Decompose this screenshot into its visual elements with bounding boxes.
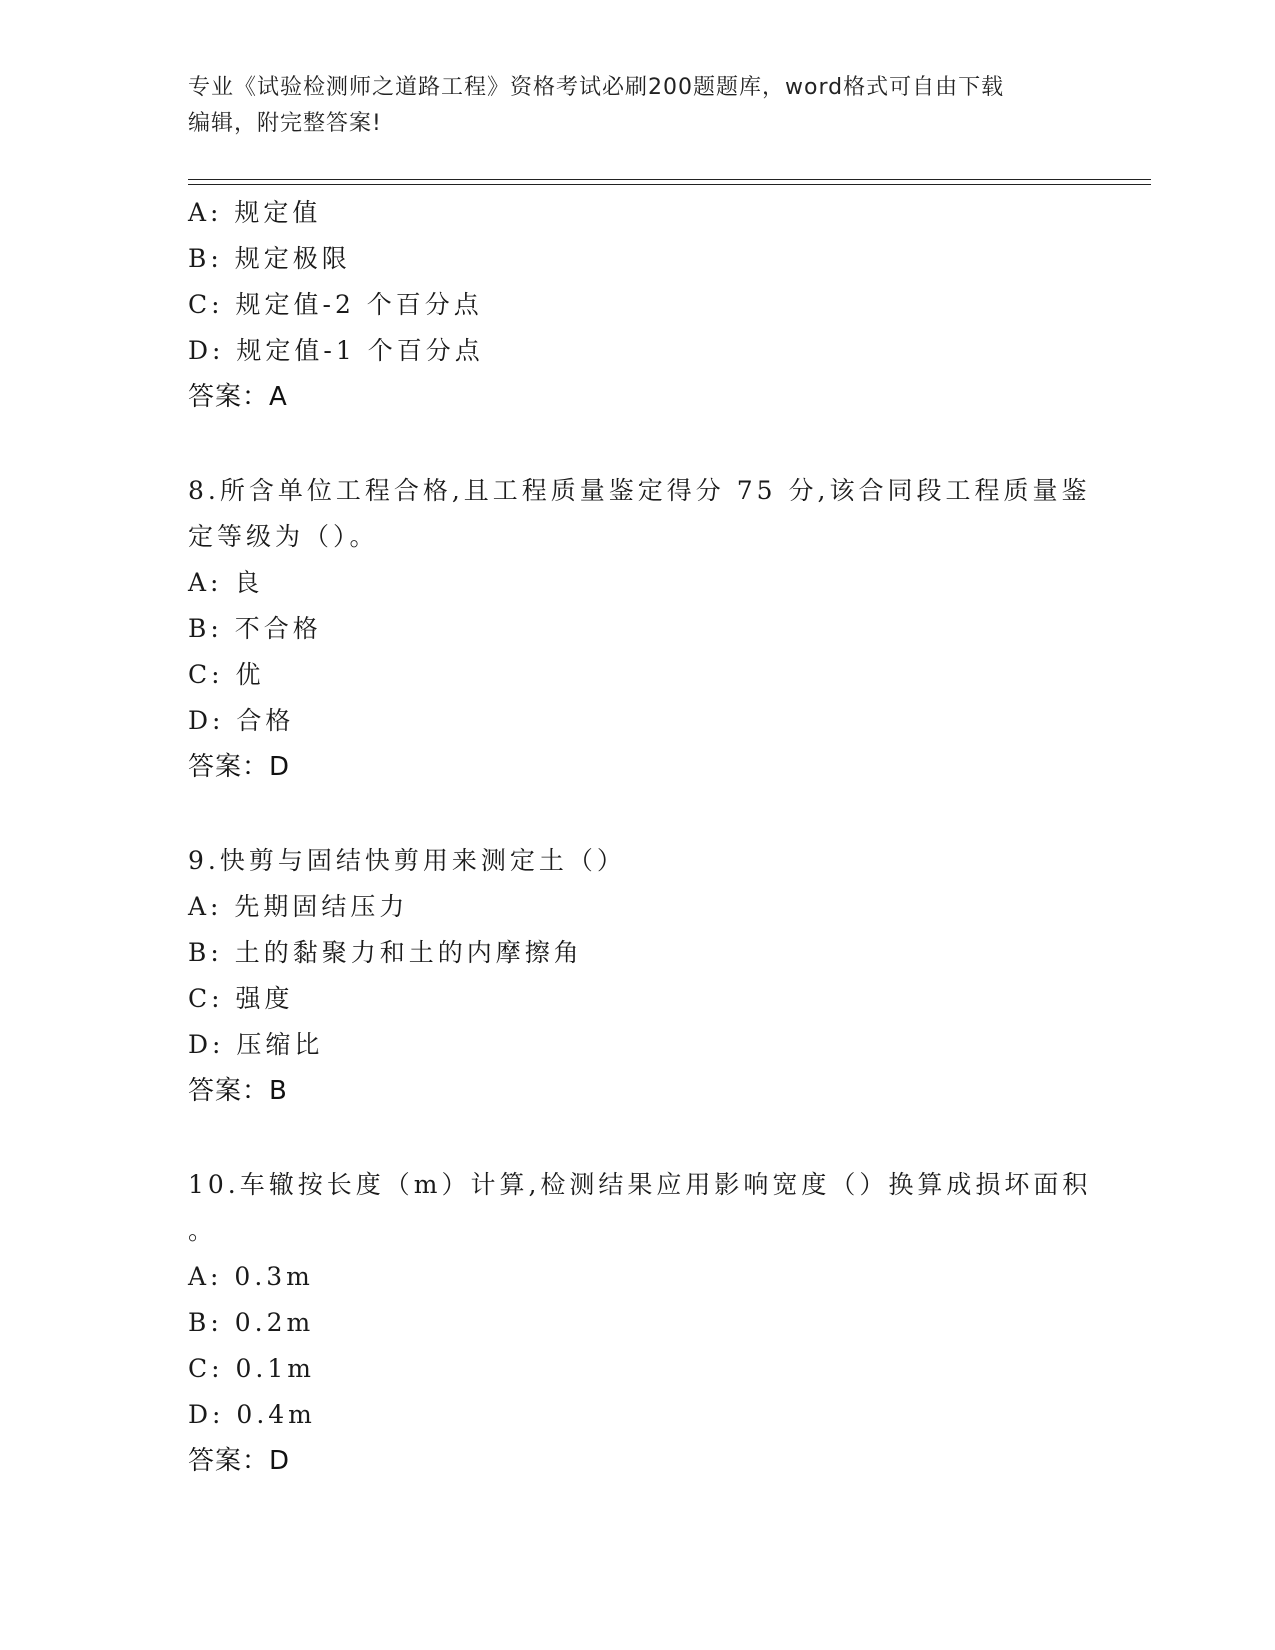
question-8 xyxy=(188,468,1091,790)
option-a: A: 先期固结压力 xyxy=(188,892,409,921)
answer-line: 答案：D xyxy=(188,752,291,782)
option-d: D: 压缩比 xyxy=(188,1030,324,1059)
header-line-1: 专业《试验检测师之道路工程》资格考试必刷200题题库，word格式可自由下载 xyxy=(188,75,1005,100)
header-line-2: 编辑，附完整答案! xyxy=(188,111,382,136)
question-10 xyxy=(188,1162,1092,1484)
question-stem-continued: 定等级为（）。 xyxy=(188,522,379,551)
option-d: D: 0.4m xyxy=(188,1400,316,1429)
question-list xyxy=(188,190,1092,1484)
question-stem-continued: 。 xyxy=(188,1216,218,1245)
option-c: C: 0.1m xyxy=(188,1354,315,1383)
option-a: A: 规定值 xyxy=(188,198,322,227)
option-c: C: 规定值-2 个百分点 xyxy=(188,290,483,319)
option-b: B: 土的黏聚力和土的内摩擦角 xyxy=(188,938,583,967)
header-divider-bottom xyxy=(188,184,1151,185)
question-7-partial xyxy=(188,190,1088,420)
question-stem: 10.车辙按长度（m）计算,检测结果应用影响宽度（）换算成损坏面积 xyxy=(188,1170,1092,1199)
option-a: A: 良 xyxy=(188,568,264,597)
document-header xyxy=(188,70,1068,142)
option-b: B: 不合格 xyxy=(188,614,322,643)
option-c: C: 强度 xyxy=(188,984,294,1013)
option-d: D: 规定值-1 个百分点 xyxy=(188,336,484,365)
option-d: D: 合格 xyxy=(188,706,295,735)
question-stem: 9.快剪与固结快剪用来测定土（） xyxy=(188,846,626,875)
answer-line: 答案：A xyxy=(188,382,288,412)
option-a: A: 0.3m xyxy=(188,1262,314,1291)
header-divider-top xyxy=(188,179,1151,180)
option-c: C: 优 xyxy=(188,660,265,689)
answer-line: 答案：B xyxy=(188,1076,288,1106)
question-stem: 8.所含单位工程合格,且工程质量鉴定得分 75 分,该合同段工程质量鉴 xyxy=(188,476,1091,505)
answer-line: 答案：D xyxy=(188,1446,291,1476)
option-b: B: 规定极限 xyxy=(188,244,351,273)
option-b: B: 0.2m xyxy=(188,1308,315,1337)
question-9 xyxy=(188,838,1088,1114)
